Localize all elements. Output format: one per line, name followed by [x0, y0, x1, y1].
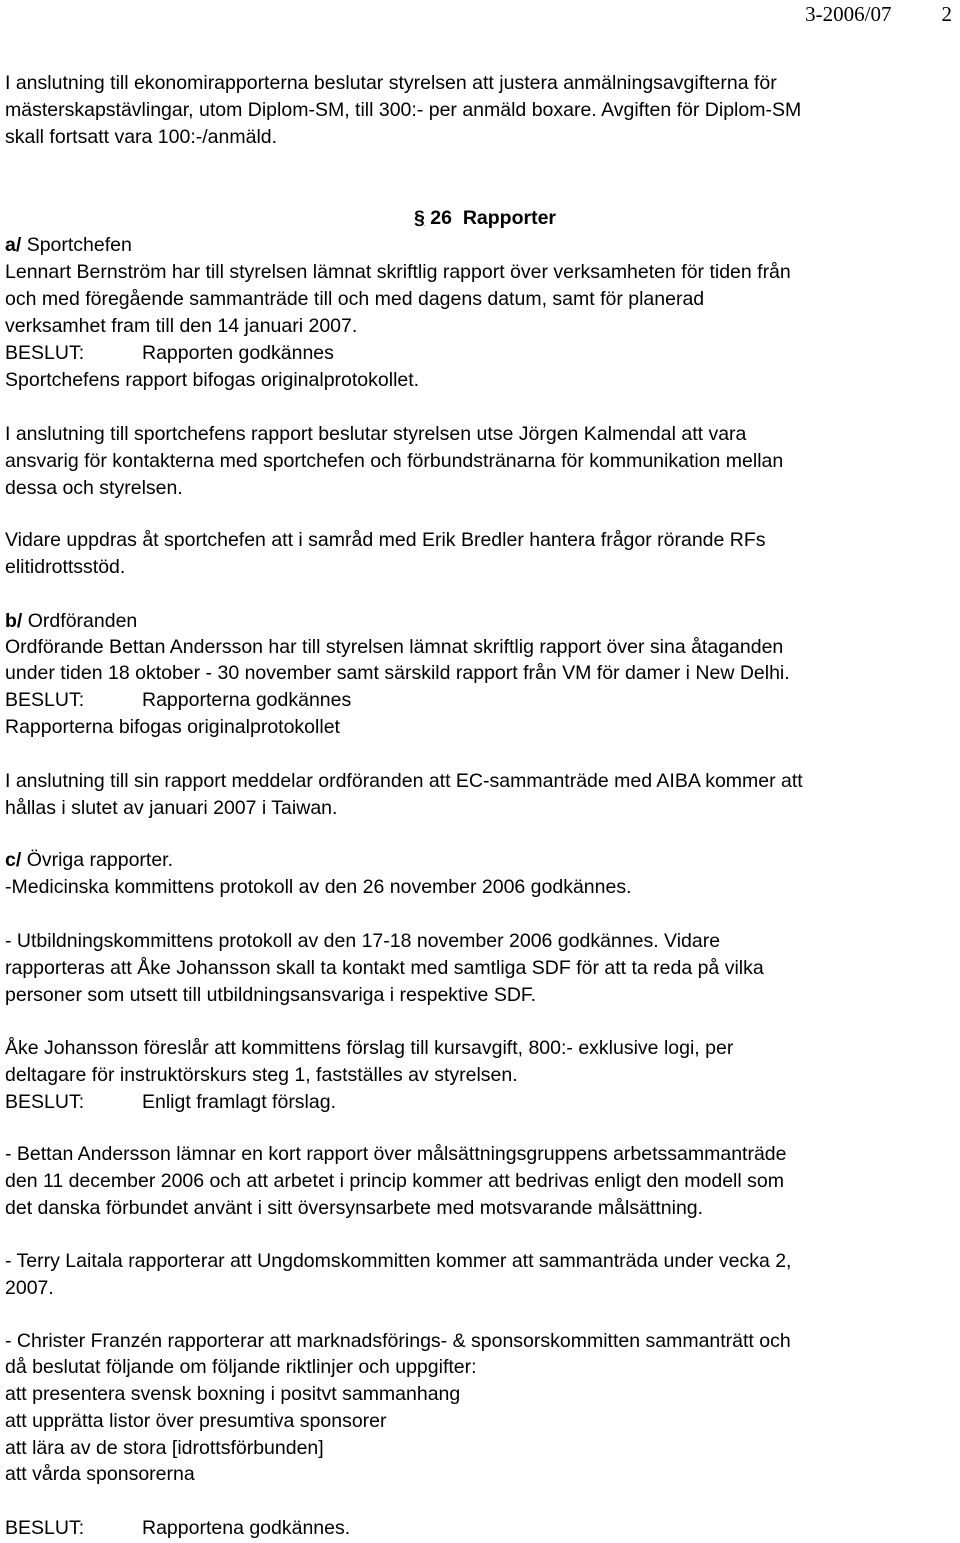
section-title: Rapporter: [462, 207, 557, 229]
decision-text: Enligt framlagt förslag.: [142, 1091, 337, 1113]
paragraph-line: den 11 december 2006 och att arbetet i princip kommer att bedrivas enligt den modell som: [5, 1170, 784, 1192]
subsection-label: a/: [5, 234, 22, 256]
list-item: att presentera svensk boxning i positvt sammanhang: [5, 1383, 461, 1405]
paragraph-line: verksamhet fram till den 14 januari 2007.: [5, 315, 358, 337]
document-id: 3-2006/07: [805, 2, 892, 26]
subsection-title: Ordföranden: [27, 610, 138, 632]
decision-text: Rapporten godkännes: [142, 342, 334, 364]
paragraph-line: hållas i slutet av januari 2007 i Taiwan.: [5, 797, 338, 819]
paragraph-line: Rapporterna bifogas originalprotokollet: [5, 716, 340, 738]
paragraph-line: elitidrottsstöd.: [5, 556, 126, 578]
decision-text: Rapportena godkännes.: [142, 1517, 351, 1539]
decision-label: BESLUT:: [5, 689, 85, 711]
paragraph-line: under tiden 18 oktober - 30 november samt särskild rapport från VM för damer i New Delhi.: [5, 662, 790, 684]
paragraph-line: dessa och styrelsen.: [5, 477, 183, 499]
paragraph-line: - Christer Franzén rapporterar att marknadsförings- & sponsorskommitten sammanträtt och: [5, 1330, 791, 1352]
subsection-label: b/: [5, 610, 23, 632]
section-sign: §: [414, 207, 425, 229]
paragraph-line: -Medicinska kommittens protokoll av den 26 november 2006 godkännes.: [5, 876, 632, 898]
paragraph-line: skall fortsatt vara 100:-/anmäld.: [5, 126, 278, 148]
list-item: att upprätta listor över presumtiva sponsorer: [5, 1410, 387, 1432]
subsection-title: Sportchefen: [26, 234, 132, 256]
paragraph-line: Vidare uppdras åt sportchefen att i samråd med Erik Bredler hantera frågor rörande RFs: [5, 529, 766, 551]
paragraph-line: mästerskapstävlingar, utom Diplom-SM, till 300:- per anmäld boxare. Avgiften för Diplom-SM: [5, 99, 802, 121]
decision-label: BESLUT:: [5, 342, 85, 364]
decision-line: [5, 1519, 350, 1539]
paragraph-line: I anslutning till ekonomirapporterna beslutar styrelsen att justera anmälningsavgifterna för: [5, 72, 777, 94]
paragraph-line: det danska förbundet använt i sitt översynsarbete med motsvarande målsättning.: [5, 1197, 704, 1219]
page-number: 2: [941, 2, 952, 26]
paragraph-line: I anslutning till sin rapport meddelar ordföranden att EC-sammanträde med AIBA kommer att: [5, 770, 803, 792]
paragraph-line: - Bettan Andersson lämnar en kort rapport över målsättningsgruppens arbetssammanträde: [5, 1143, 787, 1165]
paragraph-line: ansvarig för kontakterna med sportchefen och förbundstränarna för kommunikation mellan: [5, 450, 784, 472]
section-heading: [414, 207, 556, 230]
section-number: 26: [430, 207, 452, 229]
paragraph-line: 2007.: [5, 1277, 54, 1299]
subsection-title: Övriga rapporter.: [26, 849, 174, 871]
page-header: [805, 2, 952, 27]
paragraph-line: Sportchefens rapport bifogas originalprotokollet.: [5, 369, 420, 391]
subsection-heading-a: [5, 236, 132, 256]
paragraph-line: Ordförande Bettan Andersson har till styrelsen lämnat skriftlig rapport över sina åtaganden: [5, 636, 784, 658]
paragraph-line: - Terry Laitala rapporterar att Ungdomskommitten kommer att sammanträda under vecka 2,: [5, 1250, 792, 1272]
paragraph-line: Lennart Bernström har till styrelsen lämnat skriftlig rapport över verksamheten för tiden från: [5, 261, 791, 283]
decision-line: [5, 1093, 336, 1113]
paragraph-line: rapporteras att Åke Johansson skall ta kontakt med samtliga SDF för att ta reda på vilka: [5, 957, 764, 979]
decision-label: BESLUT:: [5, 1517, 85, 1539]
subsection-heading-b: [5, 612, 137, 632]
paragraph-line: och med föregående sammanträde till och med dagens datum, samt för planerad: [5, 288, 705, 310]
paragraph-line: personer som utsett till utbildningsansvariga i respektive SDF.: [5, 984, 537, 1006]
paragraph-line: - Utbildningskommittens protokoll av den 17-18 november 2006 godkännes. Vidare: [5, 930, 721, 952]
decision-text: Rapporterna godkännes: [142, 689, 352, 711]
paragraph-line: då beslutat följande om följande riktlinjer och uppgifter:: [5, 1356, 477, 1378]
paragraph-line: Åke Johansson föreslår att kommittens förslag till kursavgift, 800:- exklusive logi, per: [5, 1037, 734, 1059]
list-item: att vårda sponsorerna: [5, 1463, 195, 1485]
list-item: att lära av de stora [idrottsförbunden]: [5, 1437, 324, 1459]
decision-label: BESLUT:: [5, 1091, 85, 1113]
subsection-label: c/: [5, 849, 22, 871]
subsection-heading-c: [5, 851, 173, 871]
decision-line: [5, 691, 351, 711]
decision-line: [5, 344, 334, 364]
paragraph-line: I anslutning till sportchefens rapport beslutar styrelsen utse Jörgen Kalmendal att vara: [5, 423, 747, 445]
paragraph-line: deltagare för instruktörskurs steg 1, fastställes av styrelsen.: [5, 1064, 518, 1086]
